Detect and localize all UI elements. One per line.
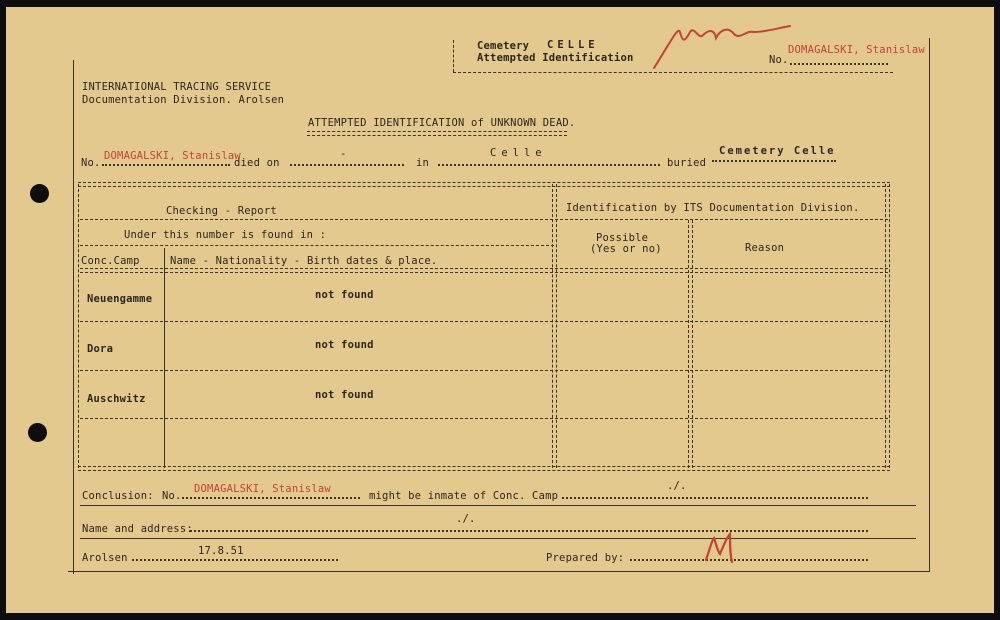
table-camp-divider bbox=[164, 248, 165, 468]
title-underline bbox=[307, 131, 567, 136]
died-value: - bbox=[340, 148, 347, 160]
table-right-border bbox=[885, 184, 890, 468]
document-title: ATTEMPTED IDENTIFICATION of UNKNOWN DEAD. bbox=[308, 117, 576, 129]
footer-line-1 bbox=[80, 505, 916, 506]
stamp-cemetery-value: CELLE bbox=[547, 39, 599, 51]
prepared-label: Prepared by: bbox=[546, 552, 625, 564]
stamp-attempted-label: Attempted Identification bbox=[477, 52, 634, 64]
buried-value: Cemetery Celle bbox=[719, 145, 836, 157]
row-3-divider bbox=[80, 418, 888, 419]
stamp-no-dotline bbox=[790, 63, 888, 65]
checking-report-heading: Checking - Report bbox=[166, 205, 277, 217]
col-name-heading: Name - Nationality - Birth dates & place. bbox=[170, 255, 438, 267]
date-dotline bbox=[132, 559, 338, 561]
row-1-divider bbox=[80, 321, 888, 322]
form-right-border bbox=[929, 38, 930, 572]
row-2-divider bbox=[80, 370, 888, 371]
conclusion-name-dotline bbox=[182, 497, 360, 499]
form-left-border bbox=[73, 60, 74, 574]
conclusion-name: DOMAGALSKI, Stanislaw bbox=[194, 483, 331, 495]
camp-dotline bbox=[562, 497, 868, 499]
reason-heading: Reason bbox=[745, 242, 785, 254]
punch-hole-bottom bbox=[28, 423, 47, 442]
identification-heading: Identification by ITS Documentation Division. bbox=[566, 202, 860, 214]
table-row-result: not found bbox=[315, 389, 374, 401]
name-address-dotline bbox=[190, 530, 868, 532]
table-top-border bbox=[78, 182, 890, 187]
inmate-text: might be inmate of Conc. Camp bbox=[369, 490, 559, 502]
table-possible-divider bbox=[688, 220, 693, 468]
in-label: in bbox=[416, 157, 430, 169]
arolsen-label: Arolsen bbox=[82, 552, 128, 564]
record-name-dotline bbox=[102, 164, 230, 166]
stamp-left-border bbox=[453, 40, 454, 72]
under-number-heading: Under this number is found in : bbox=[124, 229, 327, 241]
record-no-label: No. bbox=[81, 157, 101, 169]
footer-bottom-line bbox=[68, 571, 930, 572]
buried-dotline bbox=[712, 160, 836, 162]
table-row-camp: Auschwitz bbox=[87, 393, 146, 405]
org-name: INTERNATIONAL TRACING SERVICE bbox=[82, 81, 272, 93]
table-row-camp: Dora bbox=[87, 343, 114, 355]
table-row-result: not found bbox=[315, 339, 374, 351]
date-value: 17.8.51 bbox=[198, 545, 244, 557]
conclusion-no-label: No. bbox=[162, 490, 182, 502]
handwritten-scrawl bbox=[650, 18, 800, 73]
stamp-cemetery-label: Cemetery bbox=[477, 40, 530, 52]
table-row-result: not found bbox=[315, 289, 374, 301]
yes-no-heading: (Yes or no) bbox=[590, 243, 662, 255]
table-left-border bbox=[78, 184, 79, 468]
place-value: Celle bbox=[490, 147, 547, 159]
col-camp-heading: Conc.Camp bbox=[81, 255, 140, 267]
table-header-line-2 bbox=[80, 245, 554, 246]
buried-label: buried bbox=[667, 157, 707, 169]
died-dotline bbox=[290, 164, 404, 166]
division-name: Documentation Division. Arolsen bbox=[82, 94, 285, 106]
table-middle-divider bbox=[552, 184, 557, 468]
stamp-no-label: No. bbox=[769, 54, 789, 66]
handwritten-initial bbox=[700, 530, 740, 566]
stamp-name: DOMAGALSKI, Stanislaw bbox=[788, 44, 925, 56]
table-header-line-3 bbox=[80, 268, 888, 273]
table-bottom-border bbox=[78, 466, 890, 471]
died-label: died on bbox=[234, 157, 280, 169]
table-header-line-1 bbox=[80, 219, 888, 220]
table-row-camp: Neuengamme bbox=[87, 293, 153, 305]
place-dotline bbox=[438, 164, 660, 166]
name-address-value: ./. bbox=[456, 513, 476, 525]
footer-line-2 bbox=[80, 538, 916, 539]
name-address-label: Name and address: bbox=[82, 523, 193, 535]
punch-hole-top bbox=[30, 184, 49, 203]
record-name: DOMAGALSKI, Stanislaw bbox=[104, 150, 241, 162]
camp-value: ./. bbox=[667, 480, 687, 492]
conclusion-label: Conclusion: bbox=[82, 490, 154, 502]
possible-heading: Possible bbox=[596, 232, 649, 244]
prepared-dotline bbox=[630, 559, 868, 561]
